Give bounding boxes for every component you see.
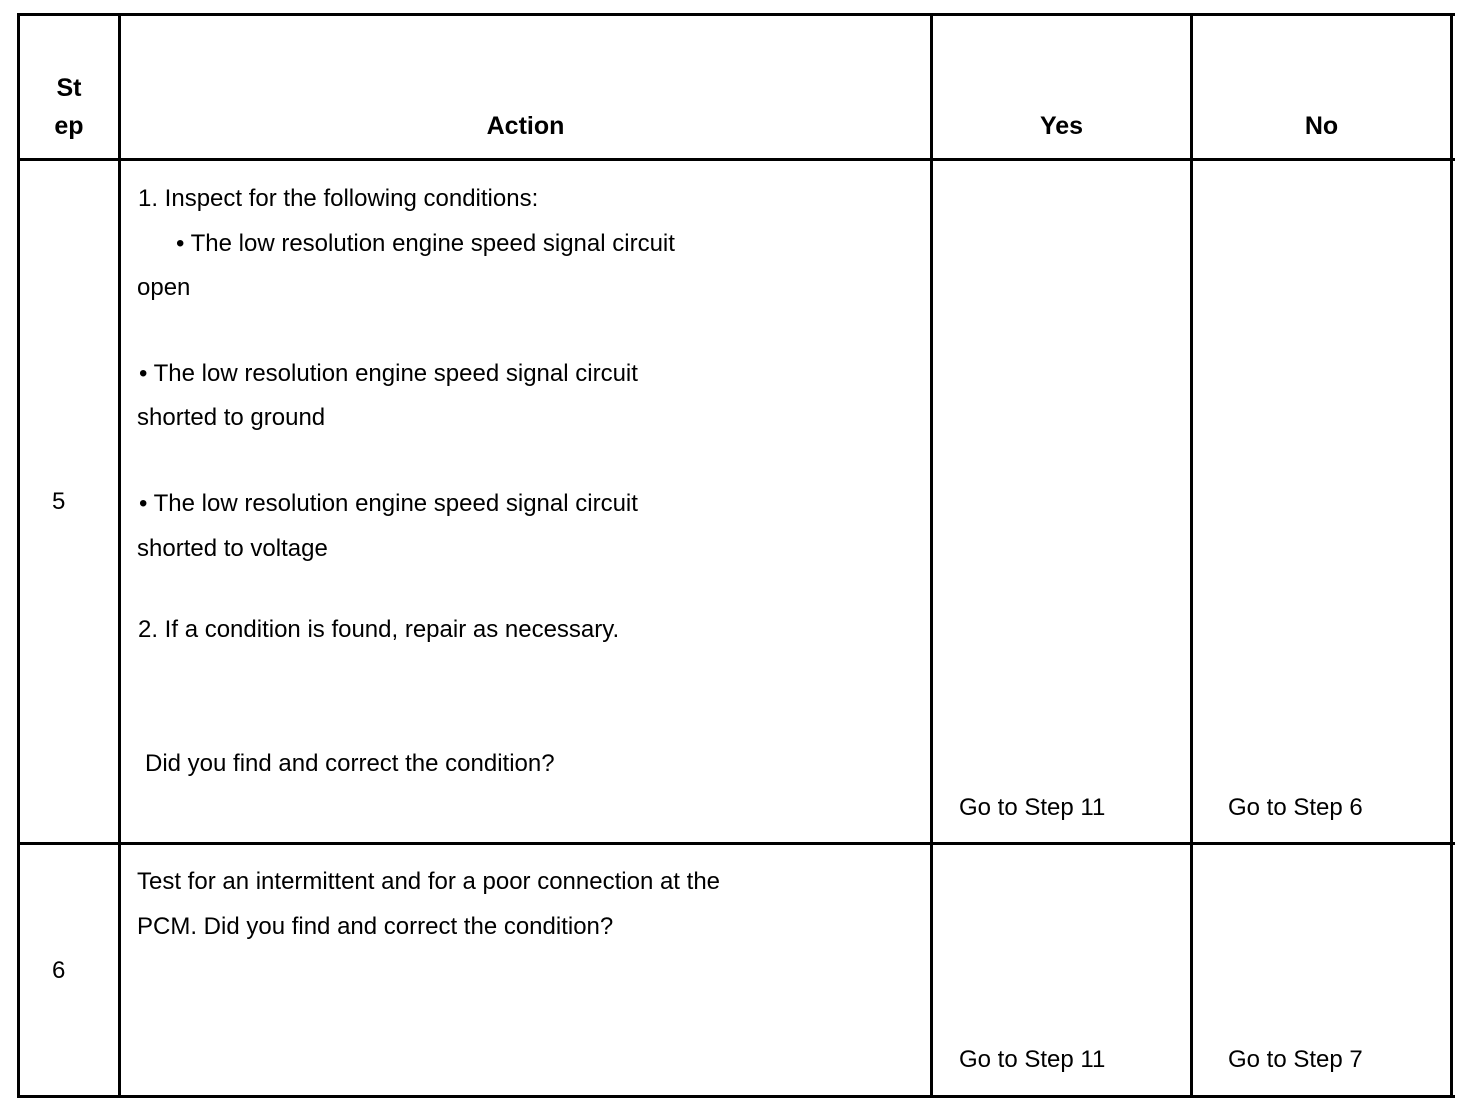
header-yes: Yes [1039,112,1084,140]
table-border-right [1450,13,1453,1098]
table-border-bottom [17,1095,1455,1098]
no-result: Go to Step 7 [1228,1046,1363,1073]
row-divider [17,842,1455,845]
header-step-line1: St [56,74,82,102]
table-border-top [17,13,1455,16]
column-divider-yes [1190,13,1193,1098]
header-no: No [1304,112,1339,140]
header-action: Action [486,112,565,140]
action-item-1: 1. Inspect for the following conditions: [138,185,539,212]
action-line-1: Test for an intermittent and for a poor connection at the [137,868,721,895]
header-step-line2: ep [54,112,84,140]
action-bullet-1-line2: open [137,274,191,301]
column-divider-action [930,13,933,1098]
action-bullet-2-line1: • The low resolution engine speed signal circuit [139,360,638,387]
action-bullet-3-line1: • The low resolution engine speed signal circuit [139,490,638,517]
action-bullet-1-line1: • The low resolution engine speed signal circuit [176,230,675,257]
step-number: 6 [52,957,66,984]
header-divider [17,158,1455,161]
no-result: Go to Step 6 [1228,794,1363,821]
yes-result: Go to Step 11 [959,1046,1106,1073]
column-divider-step [118,13,121,1098]
action-line-2: PCM. Did you find and correct the condition? [137,913,614,940]
action-bullet-3-line2: shorted to voltage [137,535,328,562]
action-item-2: 2. If a condition is found, repair as necessary. [138,616,620,643]
step-number: 5 [52,488,66,515]
action-bullet-2-line2: shorted to ground [137,404,326,431]
table-border-left [17,13,20,1098]
action-question: Did you find and correct the condition? [145,750,555,777]
yes-result: Go to Step 11 [959,794,1106,821]
